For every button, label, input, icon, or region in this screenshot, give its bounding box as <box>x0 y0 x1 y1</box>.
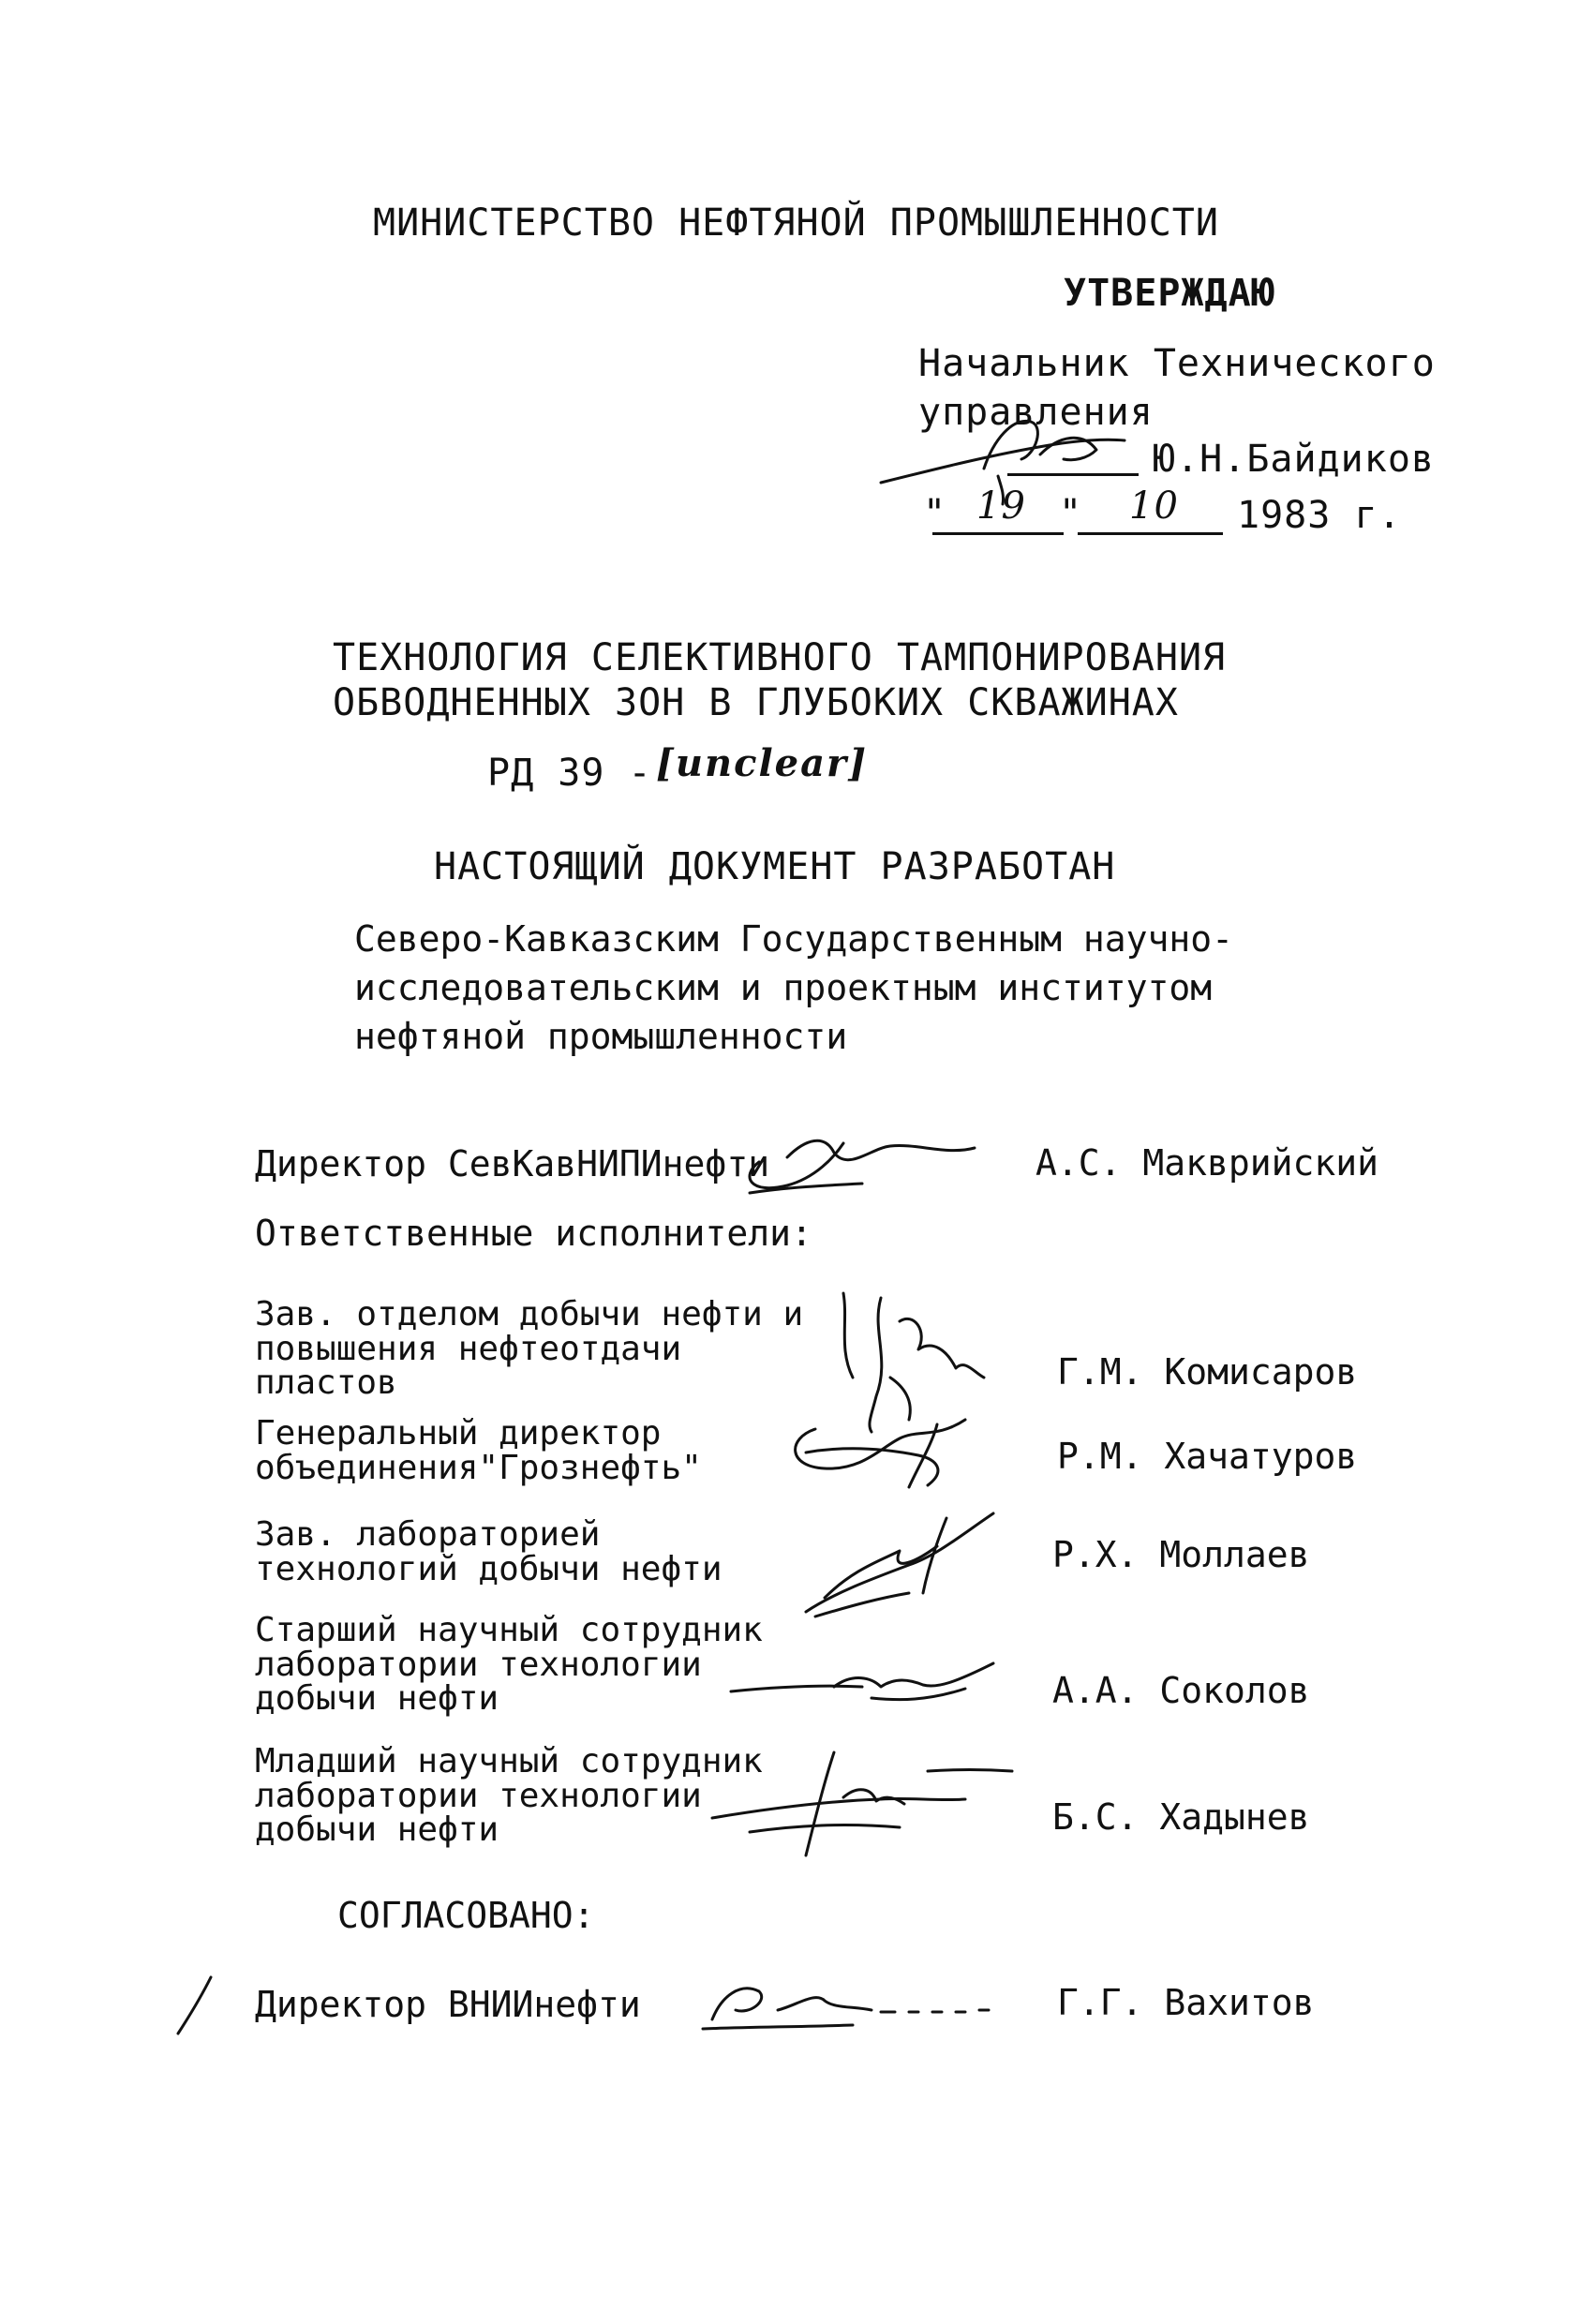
agreed-title: Директор ВНИИнефти <box>255 1984 641 2025</box>
developer-line3: нефтяной промышленности <box>354 1016 848 1057</box>
executor-3-signature <box>797 1504 1012 1626</box>
director-name: А.С. Макврийский <box>1035 1142 1379 1184</box>
executor-1-title: Зав. отделом добычи нефти и повышения нефтеотдачи пластов <box>255 1295 804 1403</box>
date-day-underline <box>932 532 1064 535</box>
director-title: Директор СевКавНИПИнефти <box>255 1143 770 1184</box>
executor-4-signature <box>722 1649 1003 1715</box>
approval-position-line1: Начальник Технического <box>918 342 1436 385</box>
doc-title-line2: ОБВОДНЕННЫХ ЗОН В ГЛУБОКИХ СКВАЖИНАХ <box>333 681 1179 724</box>
developer-heading: НАСТОЯЩИЙ ДОКУМЕНТ РАЗРАБОТАН <box>434 845 1116 888</box>
developer-line1: Северо-Кавказским Государственным научно- <box>354 918 1233 960</box>
executor-4-name: А.А. Соколов <box>1052 1670 1310 1711</box>
date-month-underline <box>1078 532 1223 535</box>
approval-stamp: УТВЕРЖДАЮ <box>1064 272 1275 315</box>
executor-2-title: Генеральный директор объединения"Грознефть" <box>255 1414 702 1487</box>
agreed-heading: СОГЛАСОВАНО: <box>337 1895 595 1936</box>
doc-title-line1: ТЕХНОЛОГИЯ СЕЛЕКТИВНОГО ТАМПОНИРОВАНИЯ <box>333 636 1227 679</box>
date-quote-open: " <box>923 492 947 535</box>
responsible-heading: Ответственные исполнители: <box>255 1213 812 1254</box>
date-quote-close: " <box>1059 492 1083 535</box>
date-month: 10 <box>1129 484 1179 528</box>
executor-5-title: Младший научный сотрудник лаборатории технологии добычи нефти <box>255 1742 763 1850</box>
executor-3-title: Зав. лабораторией технологий добычи нефти <box>255 1515 723 1588</box>
executor-5-signature <box>693 1743 1031 1865</box>
agreed-signature <box>693 1963 1040 2038</box>
developer-line2: исследовательским и проектным институтом <box>354 967 1213 1008</box>
date-day: 19 <box>976 484 1026 528</box>
executor-2-name: Р.М. Хачатуров <box>1057 1436 1358 1477</box>
executor-1-name: Г.М. Комисаров <box>1057 1351 1358 1393</box>
date-year: 1983 г. <box>1237 494 1402 537</box>
ministry-header: МИНИСТЕРСТВО НЕФТЯНОЙ ПРОМЫШЛЕННОСТИ <box>373 201 1219 245</box>
approval-name: Ю.Н.Байдиков <box>1153 438 1435 481</box>
agreed-name: Г.Г. Вахитов <box>1057 1982 1315 2023</box>
executor-5-name: Б.С. Хадынев <box>1052 1796 1310 1838</box>
doc-code-handwritten: [unclear] <box>656 741 869 785</box>
executor-4-title: Старший научный сотрудник лаборатории технологии добычи нефти <box>255 1611 763 1719</box>
director-signature <box>731 1120 993 1204</box>
approval-signature-line <box>1007 473 1139 476</box>
executor-2-signature <box>778 1401 993 1495</box>
approval-position-line2: управления <box>918 391 1154 434</box>
executor-3-name: Р.Х. Моллаев <box>1052 1534 1310 1575</box>
doc-code-prefix: РД 39 - <box>487 752 652 795</box>
check-mark <box>173 1973 220 2038</box>
